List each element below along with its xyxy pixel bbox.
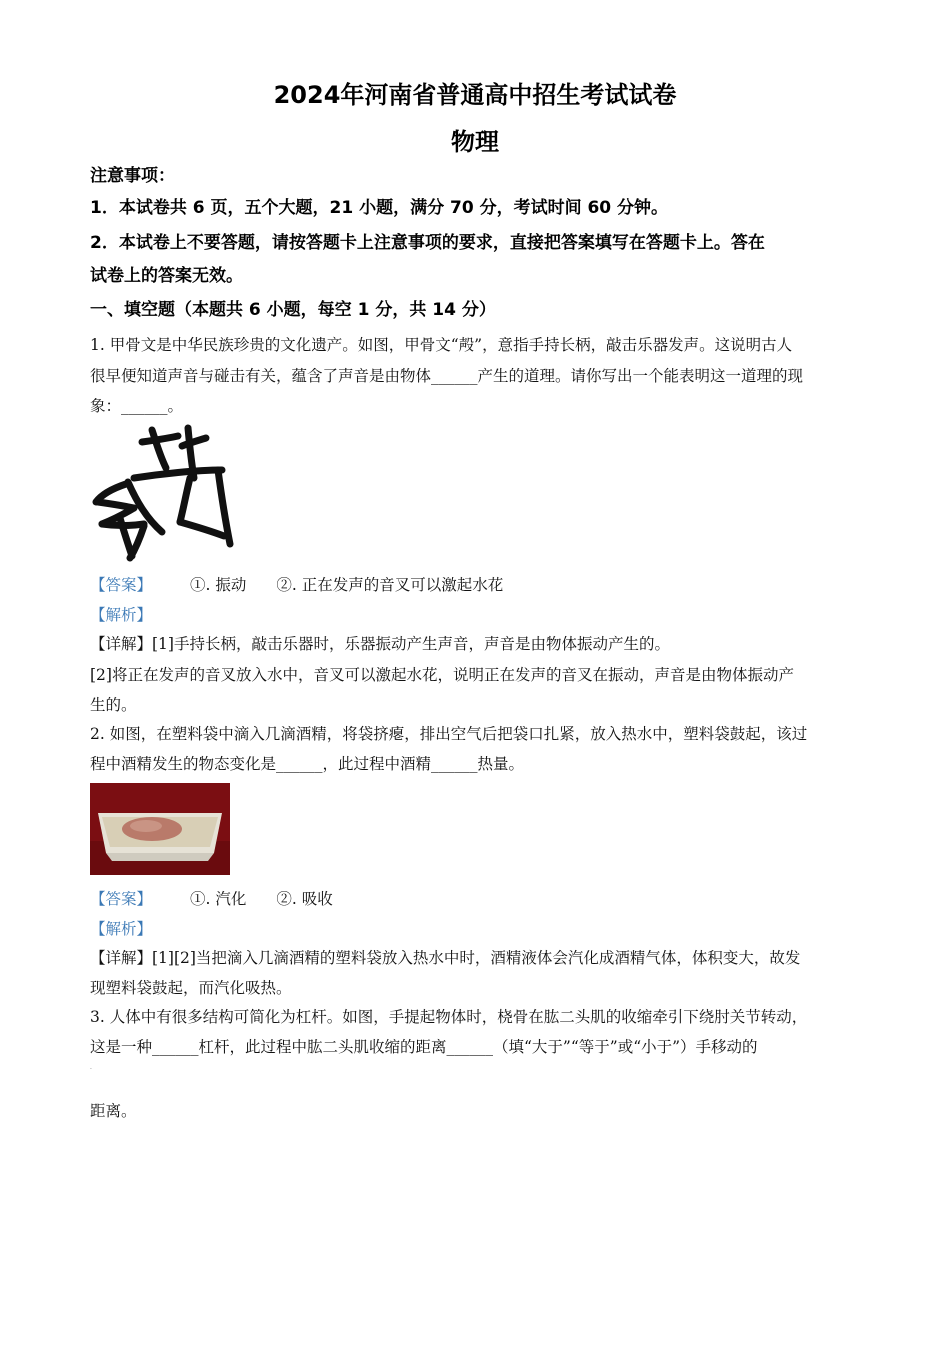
q1-text-line-2: 很早便知道声音与碰击有关，蕴含了声音是由物体______产生的道理。请你写出一个能表明这一道理的现 xyxy=(90,367,804,385)
notice-item-1: 1．本试卷共 6 页，五个大题，21 小题，满分 70 分，考试时间 60 分钟。 xyxy=(90,198,669,218)
page-marker-dot: · xyxy=(90,1066,92,1073)
q2-answer xyxy=(90,889,865,909)
q2-answer-2: ②. 吸收 xyxy=(276,890,333,908)
plastic-bag-in-hot-water-image xyxy=(90,783,230,875)
q2-text-line-1: 2. 如图，在塑料袋中滴入几滴酒精，将袋挤瘪，排出空气后把袋口扎紧，放入热水中，塑料袋鼓起，该过 xyxy=(90,725,808,743)
q2-analysis-label: 【解析】 xyxy=(90,920,153,938)
q3-text-line-3: 距离。 xyxy=(90,1102,137,1120)
q2-text-line-2: 程中酒精发生的物态变化是______，此过程中酒精______热量。 xyxy=(90,755,525,773)
q1-detail-line-3: 生的。 xyxy=(90,696,137,714)
section-1-heading: 一、填空题（本题共 6 小题，每空 1 分，共 14 分） xyxy=(90,300,496,320)
subject-title: 物理 xyxy=(451,128,499,156)
q2-detail-line-2: 现塑料袋鼓起，而汽化吸热。 xyxy=(90,979,292,997)
q1-text-line-3: 象：______。 xyxy=(90,397,184,415)
exam-title: 2024年河南省普通高中招生考试试卷 xyxy=(273,81,677,109)
q1-detail-line-2: [2]将正在发声的音叉放入水中，音叉可以激起水花，说明正在发声的音叉在振动，声音是由物体振动产 xyxy=(90,666,794,684)
q1-answer xyxy=(90,575,865,595)
oracle-bone-character-image xyxy=(90,420,240,565)
answer-label: 【答案】 xyxy=(90,890,153,908)
q1-text-line-1: 1. 甲骨文是中华民族珍贵的文化遗产。如图，甲骨文“殸”，意指手持长柄，敲击乐器发声。这说明古人 xyxy=(90,336,793,354)
q1-detail-line-1: 【详解】[1]手持长柄，敲击乐器时，乐器振动产生声音，声音是由物体振动产生的。 xyxy=(90,635,670,653)
q1-analysis-label: 【解析】 xyxy=(90,606,153,624)
notice-item-2-line-1: 2．本试卷上不要答题，请按答题卡上注意事项的要求，直接把答案填写在答题卡上。答在 xyxy=(90,233,765,253)
q2-answer-1: ①. 汽化 xyxy=(190,890,247,908)
q1-answer-2: ②. 正在发声的音叉可以激起水花 xyxy=(276,576,504,594)
q3-text-line-2: 这是一种______杠杆，此过程中肱二头肌收缩的距离______（填“大于”“等于”或“小于”）手移动的 xyxy=(90,1038,758,1056)
notice-heading: 注意事项： xyxy=(90,166,175,186)
q1-answer-1: ①. 振动 xyxy=(190,576,247,594)
q3-text-line-1: 3. 人体中有很多结构可简化为杠杆。如图，手提起物体时，桡骨在肱二头肌的收缩牵引下绕肘关节转动， xyxy=(90,1008,808,1026)
notice-item-2-line-2: 试卷上的答案无效。 xyxy=(90,266,243,286)
q2-detail-line-1: 【详解】[1][2]当把滴入几滴酒精的塑料袋放入热水中时，酒精液体会汽化成酒精气体，体积变大，故发 xyxy=(90,949,801,967)
answer-label: 【答案】 xyxy=(90,576,153,594)
